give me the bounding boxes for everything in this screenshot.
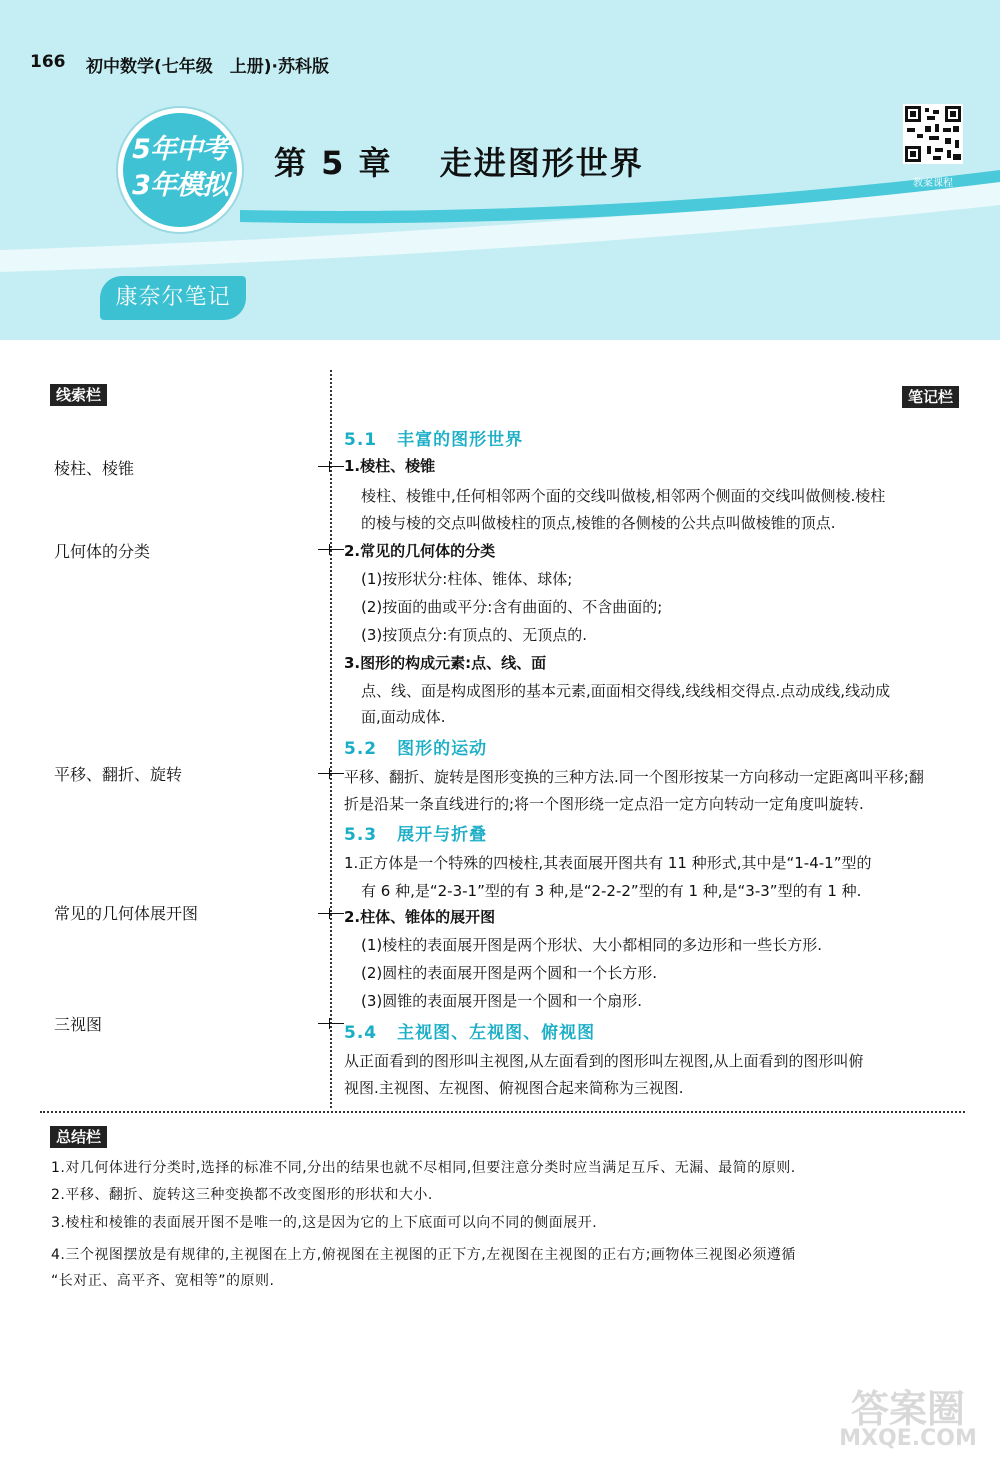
section-number: 5.3 <box>344 825 378 845</box>
cue-connector <box>318 913 344 914</box>
cue-connector <box>318 549 344 550</box>
site-watermark <box>828 1378 988 1456</box>
section-number: 5.2 <box>344 739 378 759</box>
cornell-notes-tag: 康奈尔笔记 <box>100 276 246 320</box>
logo-line-2: 3年模拟 <box>132 170 228 201</box>
watermark-url: MXQE.COM <box>839 1426 977 1451</box>
summary-item: “长对正、高平齐、宽相等”的原则. <box>51 1273 275 1289</box>
summary-column-label: 总结栏 <box>50 1126 107 1148</box>
note-column-label: 笔记栏 <box>902 386 959 408</box>
cue-connector <box>318 773 344 774</box>
summary-item: 1.对几何体进行分类时,选择的标准不同,分出的结果也就不尽相同,但要注意分类时应当满足互斥、无漏、最简的原则. <box>51 1160 796 1176</box>
qr-code-icon[interactable] <box>903 104 963 164</box>
note-text: 平移、翻折、旋转是图形变换的三种方法.同一个图形按某一方向移动一定距离叫平移;翻 <box>344 768 924 786</box>
note-text: 面,面动成体. <box>361 708 446 726</box>
summary-divider <box>40 1111 965 1113</box>
section-number: 5.1 <box>344 430 378 450</box>
watermark-logo: 答案圈 <box>850 1387 965 1431</box>
section-heading-5-3 <box>344 820 487 845</box>
cue-column-label: 线索栏 <box>50 384 107 406</box>
cue-item: 平移、翻折、旋转 <box>54 765 183 784</box>
summary-item: 2.平移、翻折、旋转这三种变换都不改变图形的形状和大小. <box>51 1187 433 1203</box>
book-title: 初中数学(七年级 上册)·苏科版 <box>86 57 329 77</box>
note-text: (1)棱柱的表面展开图是两个形状、大小都相同的多边形和一些长方形. <box>361 936 823 954</box>
section-heading-5-4 <box>344 1018 595 1043</box>
note-text: (1)按形状分:柱体、锥体、球体; <box>361 570 573 588</box>
note-text: 有 6 种,是“2-3-1”型的有 3 种,是“2-2-2”型的有 1 种,是“3-3”型的有 1 种. <box>361 882 862 900</box>
cue-item: 常见的几何体展开图 <box>54 904 199 923</box>
summary-item: 3.棱柱和棱锥的表面展开图不是唯一的,这是因为它的上下底面可以向不同的侧面展开. <box>51 1215 598 1231</box>
cue-item: 三视图 <box>54 1015 103 1034</box>
column-divider <box>330 370 332 1108</box>
cue-connector <box>318 1023 344 1024</box>
series-logo <box>118 108 242 232</box>
qr-caption: 教案课程 <box>913 178 953 189</box>
logo-line-1: 5年中考 <box>132 134 228 165</box>
note-heading: 2.常见的几何体的分类 <box>344 542 496 560</box>
section-heading-5-2 <box>344 734 487 759</box>
note-text: 的棱与棱的交点叫做棱柱的顶点,棱锥的各侧棱的公共点叫做棱锥的顶点. <box>361 514 836 532</box>
note-heading: 3.图形的构成元素:点、线、面 <box>344 654 547 672</box>
note-text: (3)圆锥的表面展开图是一个圆和一个扇形. <box>361 992 643 1010</box>
section-title: 主视图、左视图、俯视图 <box>397 1023 596 1043</box>
page-number: 166 <box>30 52 66 72</box>
note-text: 点、线、面是构成图形的基本元素,面面相交得线,线线相交得点.点动成线,线动成 <box>361 682 891 700</box>
note-text: (2)按面的曲或平分:含有曲面的、不含曲面的; <box>361 598 663 616</box>
section-heading-5-1 <box>344 425 523 450</box>
section-number: 5.4 <box>344 1023 378 1043</box>
cue-item: 几何体的分类 <box>54 542 151 561</box>
note-text: 折是沿某一条直线进行的;将一个图形绕一定点沿一定方向转动一定角度叫旋转. <box>344 795 864 813</box>
note-text: 棱柱、棱锥中,任何相邻两个面的交线叫做棱,相邻两个侧面的交线叫做侧棱.棱柱 <box>361 487 886 505</box>
chapter-title: 第 5 章 走进图形世界 <box>274 144 644 182</box>
section-title: 展开与折叠 <box>397 825 488 845</box>
note-text: 视图.主视图、左视图、俯视图合起来简称为三视图. <box>344 1079 684 1097</box>
note-text: (3)按顶点分:有顶点的、无顶点的. <box>361 626 588 644</box>
note-text: (2)圆柱的表面展开图是两个圆和一个长方形. <box>361 964 658 982</box>
section-title: 图形的运动 <box>397 739 488 759</box>
section-title: 丰富的图形世界 <box>397 430 524 450</box>
note-text: 从正面看到的图形叫主视图,从左面看到的图形叫左视图,从上面看到的图形叫俯 <box>344 1052 864 1070</box>
cue-connector <box>318 466 344 467</box>
note-heading: 2.柱体、锥体的展开图 <box>344 908 496 926</box>
note-text: 1.正方体是一个特殊的四棱柱,其表面展开图共有 11 种形式,其中是“1-4-1”型的 <box>344 854 872 872</box>
cue-item: 棱柱、棱锥 <box>54 459 135 478</box>
note-heading: 1.棱柱、棱锥 <box>344 457 436 475</box>
summary-item: 4.三个视图摆放是有规律的,主视图在上方,俯视图在主视图的正下方,左视图在主视图的正右方;画物体三视图必须遵循 <box>51 1247 796 1263</box>
